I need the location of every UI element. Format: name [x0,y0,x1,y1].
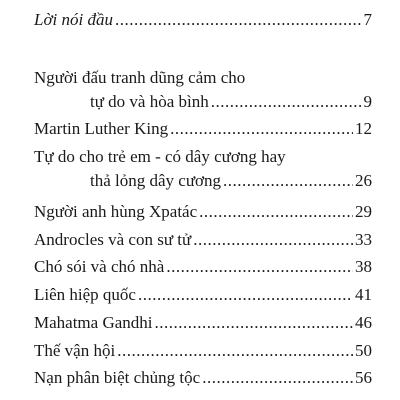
dot-leader [155,311,354,335]
toc-line [34,311,372,335]
toc-line [34,339,372,363]
toc-page-number: 7 [363,10,372,29]
toc-entry [34,228,372,252]
dot-leader [211,90,362,114]
toc-page-number: 26 [355,171,372,190]
toc-page-number: 56 [355,368,372,387]
dot-leader [138,283,353,307]
toc-page-number: 38 [355,257,372,276]
toc-entry [34,8,372,32]
toc-entry-title: Martin Luther King [34,119,169,138]
toc-line [34,169,372,193]
toc-entry-title: Mahatma Gandhi [34,313,153,332]
toc-entry-title-continued: thả lỏng dây cương [90,171,222,190]
toc-entry-title: Lời nói đầu [34,10,113,29]
toc-page-number: 33 [355,230,372,249]
toc-page-number: 12 [355,119,372,138]
toc-entry [34,283,372,307]
toc-entry [34,366,372,390]
toc-entry [34,200,372,224]
dot-leader [193,228,353,252]
toc-page-number: 50 [355,341,372,360]
toc-line [34,366,372,390]
toc-line [34,90,372,114]
toc-entry-title: Chó sói và chó nhà [34,257,165,276]
toc-line [34,255,372,279]
dot-leader [199,200,353,224]
toc-entry-title: Tự do cho trẻ em - có dây cương hay [34,147,286,166]
toc-entry [34,311,372,335]
dot-leader [166,255,353,279]
toc-entry-title: Người anh hùng Xpatác [34,202,198,221]
toc-line [34,145,372,169]
toc-line [34,117,372,141]
toc-line [34,8,372,32]
toc-line [34,200,372,224]
toc-entry-title-continued: tự do và hòa bình [90,92,209,111]
toc-entry [34,117,372,141]
toc-entry-title: Nạn phân biệt chủng tộc [34,368,201,387]
dot-leader [202,366,353,390]
toc-line [34,228,372,252]
toc-entry-title: Người đấu tranh dũng cảm cho [34,68,246,87]
toc-page-number: 41 [355,285,372,304]
dot-leader [115,8,362,32]
dot-leader [117,339,353,363]
dot-leader [170,117,353,141]
toc-line [34,66,372,90]
toc-page-number: 46 [355,313,372,332]
toc-entry-title: Androcles và con sư tử [34,230,192,249]
toc-line [34,283,372,307]
toc-entry [34,255,372,279]
toc-entry [34,145,372,193]
toc-page-number: 9 [363,92,372,111]
dot-leader [223,169,353,193]
toc-page-number: 29 [355,202,372,221]
toc-entry-title: Liên hiệp quốc [34,285,136,304]
toc-entry [34,339,372,363]
toc-entry-title: Thế vận hội [34,341,116,360]
toc-entry [34,66,372,114]
